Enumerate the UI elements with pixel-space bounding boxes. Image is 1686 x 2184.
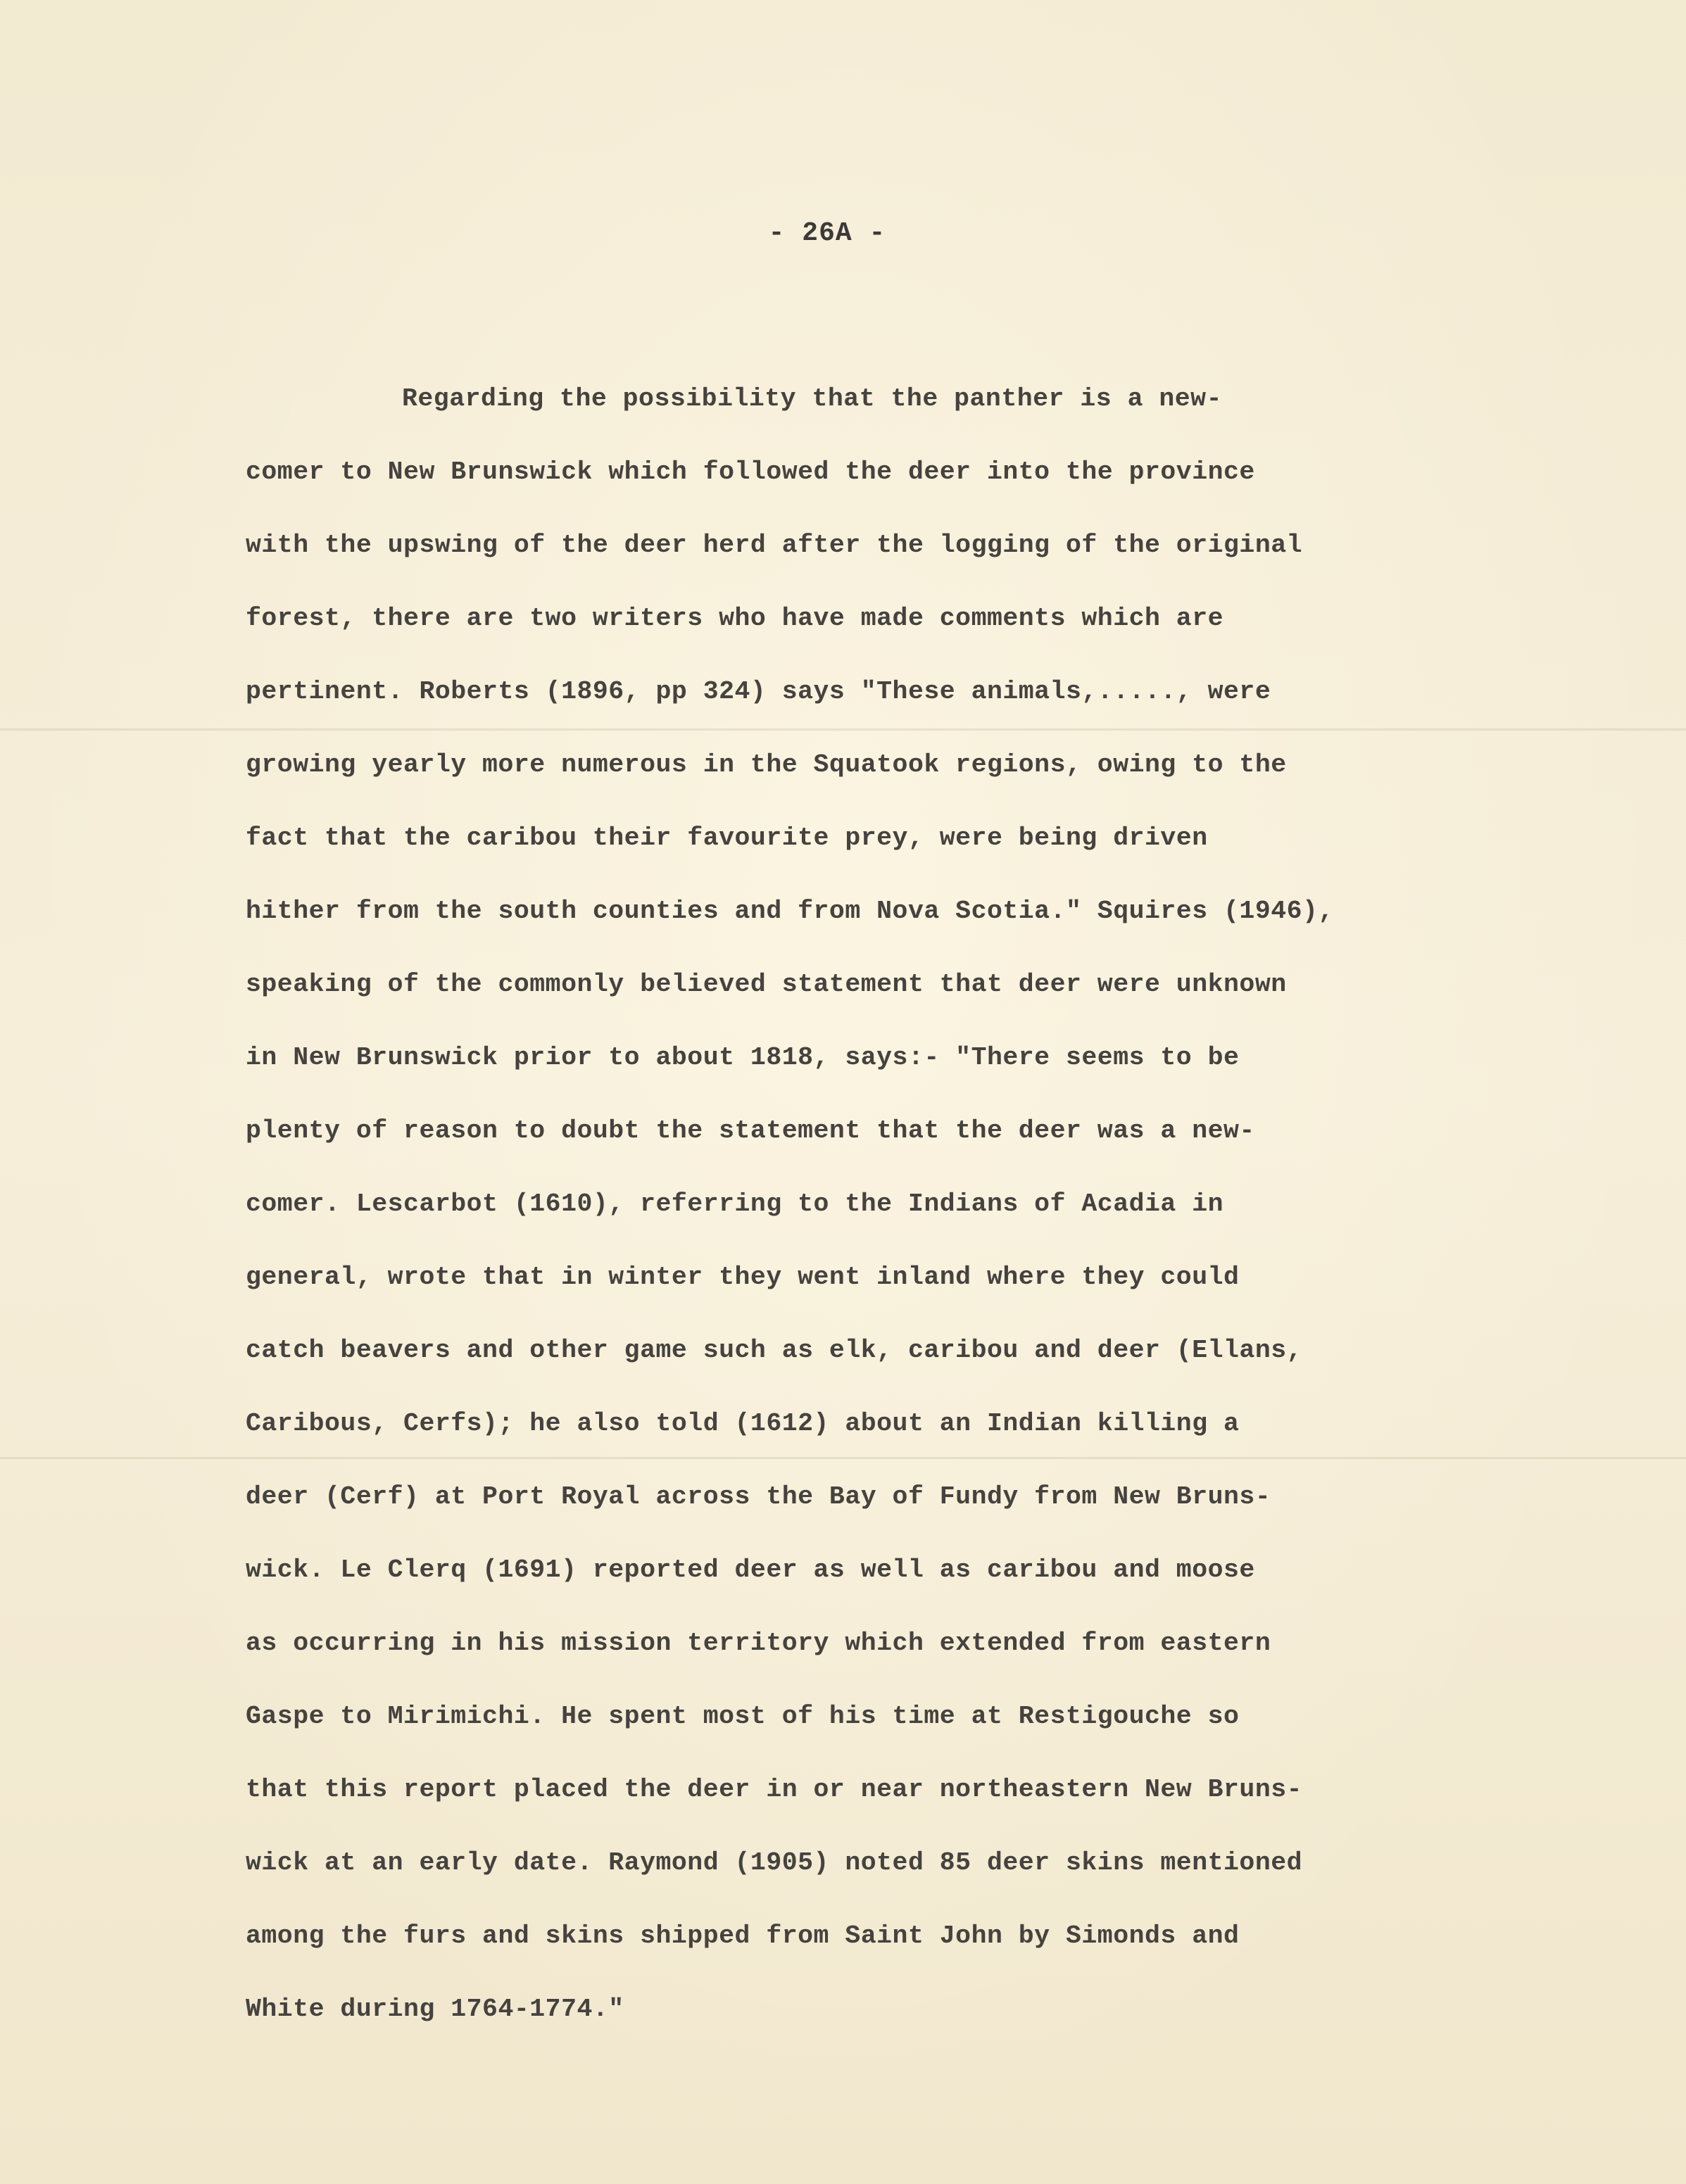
text-line: Gaspe to Mirimichi. He spent most of his time at Restigouche so — [246, 1702, 1240, 1731]
text-line: Caribous, Cerfs); he also told (1612) about an Indian killing a — [246, 1409, 1240, 1438]
page-number: - 26A - — [768, 218, 886, 248]
text-line: Regarding the possibility that the panther is a new- — [402, 384, 1222, 413]
text-line: speaking of the commonly believed statement that deer were unknown — [246, 970, 1287, 999]
text-line: general, wrote that in winter they went inland where they could — [246, 1263, 1240, 1292]
text-line: White during 1764-1774." — [246, 1995, 624, 2024]
text-line: deer (Cerf) at Port Royal across the Bay of Fundy from New Bruns- — [246, 1482, 1271, 1511]
text-line: fact that the caribou their favourite prey, were being driven — [246, 823, 1208, 852]
text-line: pertinent. Roberts (1896, pp 324) says "These animals,....., were — [246, 677, 1271, 706]
text-line: wick. Le Clerq (1691) reported deer as well as caribou and moose — [246, 1555, 1255, 1584]
text-line: forest, there are two writers who have made comments which are — [246, 604, 1224, 633]
text-line: hither from the south counties and from Nova Scotia." Squires (1946), — [246, 897, 1334, 926]
text-line: in New Brunswick prior to about 1818, says:- "There seems to be — [246, 1043, 1240, 1072]
text-line: comer. Lescarbot (1610), referring to the Indians of Acadia in — [246, 1189, 1224, 1218]
body-paragraph — [246, 362, 1499, 2046]
text-line: among the furs and skins shipped from Saint John by Simonds and — [246, 1921, 1240, 1950]
text-line: that this report placed the deer in or near northeastern New Bruns- — [246, 1775, 1303, 1804]
text-line: wick at an early date. Raymond (1905) noted 85 deer skins mentioned — [246, 1848, 1303, 1877]
text-line: as occurring in his mission territory which extended from eastern — [246, 1629, 1271, 1658]
text-line: growing yearly more numerous in the Squatook regions, owing to the — [246, 750, 1287, 779]
text-line: catch beavers and other game such as elk, caribou and deer (Ellans, — [246, 1336, 1303, 1365]
text-line: with the upswing of the deer herd after the logging of the original — [246, 531, 1303, 560]
text-line: plenty of reason to doubt the statement that the deer was a new- — [246, 1116, 1255, 1145]
text-line: comer to New Brunswick which followed the deer into the province — [246, 457, 1255, 486]
